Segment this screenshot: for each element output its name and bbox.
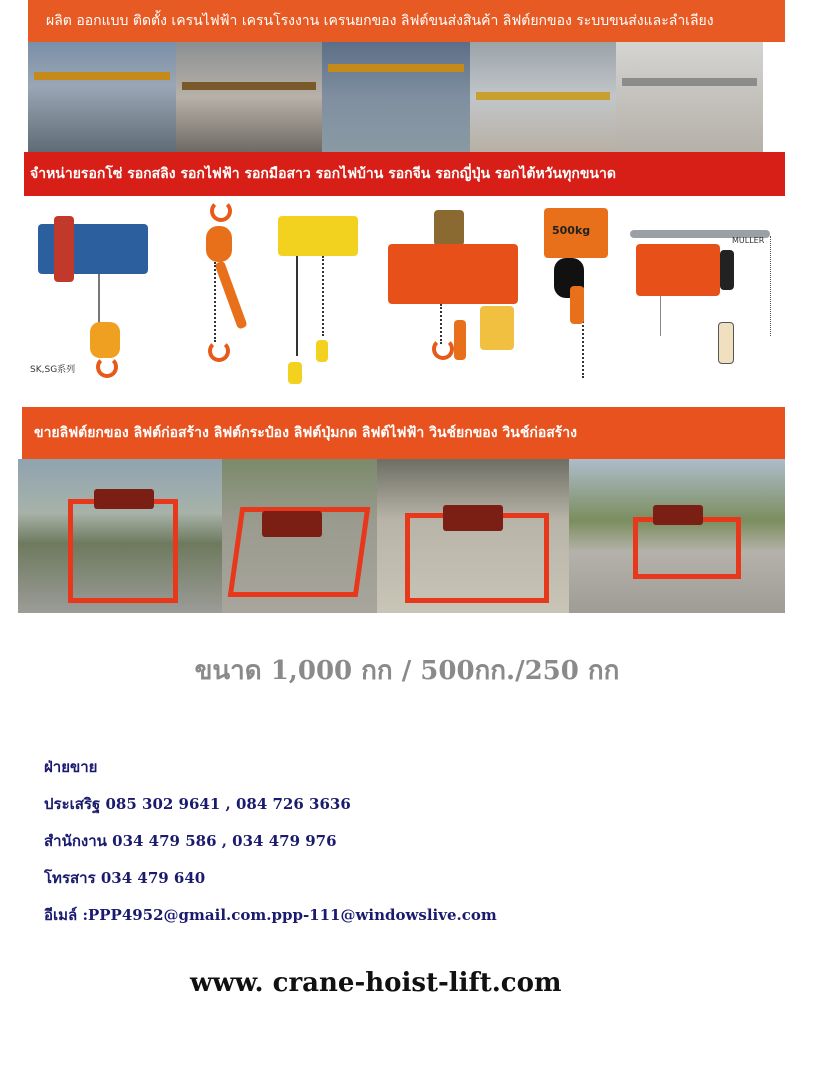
- sales-heading: ฝ่ายขาย: [44, 758, 98, 776]
- factory-photo: [322, 42, 470, 152]
- capacity-sizes: ขนาด 1,000 กก / 500กก./250 กก: [194, 656, 620, 686]
- 500kg-chain-hoist-image: [538, 200, 618, 400]
- yellow-chain-hoist-image: [274, 200, 364, 380]
- banner-lower: [22, 407, 785, 459]
- factory-photo-strip: [28, 42, 763, 152]
- winch-photo: [569, 459, 785, 613]
- winch-photo: [377, 459, 569, 613]
- wire-rope-hoist-image: [30, 216, 154, 386]
- banner-middle-text: จำหน่ายรอกโซ่ รอกสลิง รอกไฟฟ้า รอกมือสาว รอกไฟบ้าน รอกจีน รอกญี่ปุ่น รอกไต้หวันทุกขนาด: [30, 166, 616, 182]
- hoist-products: [24, 196, 785, 406]
- fax-number: โทรสาร 034 479 640: [44, 869, 206, 887]
- capacity-label: 500kg: [552, 224, 591, 237]
- office-phone: สำนักงาน 034 479 586 , 034 479 976: [44, 832, 337, 850]
- winch-photo: [222, 459, 377, 613]
- banner-lower-text: ขายลิฟต์ยกของ ลิฟต์ก่อสร้าง ลิฟต์กระป๋อง ลิฟต์ปุ่มกด ลิฟต์ไฟฟ้า วินช์ยกของ วินช์ก่อสร้าง: [34, 425, 577, 441]
- factory-photo: [176, 42, 322, 152]
- winch-photo-strip: [18, 459, 785, 613]
- hoist-model-label: SK,SG系列: [30, 365, 76, 375]
- banner-top-text: ผลิต ออกแบบ ติดตั้ง เครนไฟฟ้า เครนโรงงาน เครนยกของ ลิฟต์ขนส่งสินค้า ลิฟต์ยกของ ระบบขนส่งและลำเลียง: [46, 13, 714, 29]
- factory-photo: [470, 42, 616, 152]
- website-url: www. crane-hoist-lift.com: [190, 968, 562, 998]
- banner-top: [28, 0, 785, 42]
- banner-middle: [24, 152, 785, 196]
- factory-photo: [28, 42, 176, 152]
- winch-photo: [18, 459, 222, 613]
- orange-chain-hoist-image: [384, 210, 524, 380]
- mini-electric-hoist-image: [630, 226, 780, 376]
- brand-label: MULLER: [732, 236, 765, 245]
- sales-phone: ประเสริฐ 085 302 9641 , 084 726 3636: [44, 795, 351, 813]
- lever-hoist-image: [196, 200, 256, 380]
- email-address: อีเมล์ :PPP4952@gmail.com.ppp-111@windowslive.com: [44, 906, 497, 924]
- factory-photo: [616, 42, 763, 152]
